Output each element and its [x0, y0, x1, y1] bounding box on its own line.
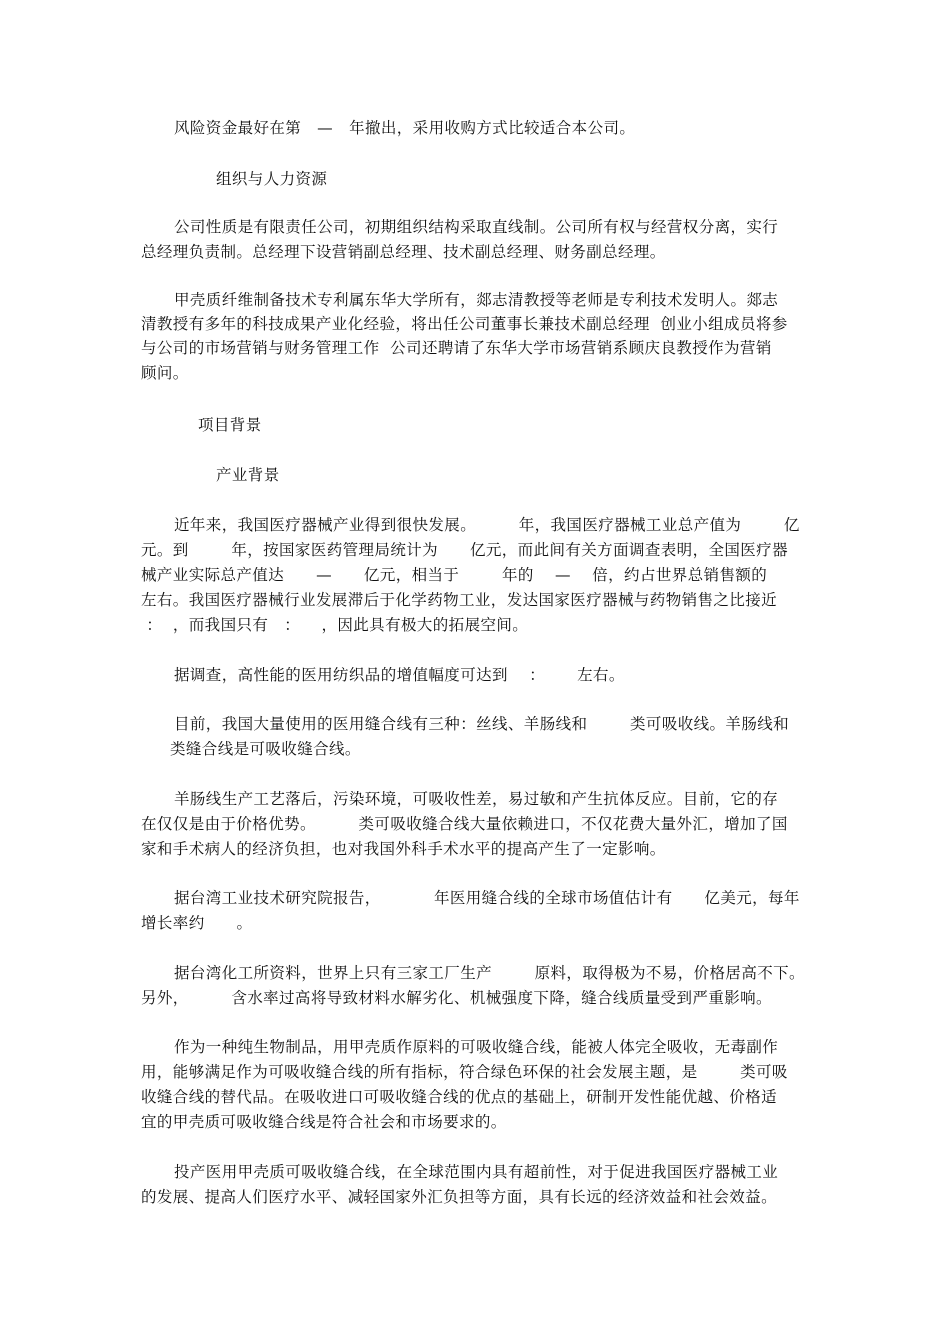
section-heading: 组织与人力资源 — [216, 170, 328, 188]
text-line: 的发展、提高人们医疗水平、减轻国家外汇负担等方面，具有长远的经济效益和社会效益。 — [141, 1188, 778, 1206]
text-line: 近年来，我国医疗器械产业得到很快发展。 年，我国医疗器械工业总产值为 亿 — [174, 516, 800, 534]
text-line: 另外， 含水率过高将导致材料水解劣化、机械强度下降，缝合线质量受到严重影响。 — [141, 989, 772, 1007]
section-heading: 产业背景 — [216, 466, 280, 484]
text-line: 作为一种纯生物制品，用甲壳质作原料的可吸收缝合线，能被人体完全吸收，无毒副作 — [174, 1038, 779, 1056]
text-line: 风险资金最好在第 — 年撤出，采用收购方式比较适合本公司。 — [174, 119, 636, 137]
text-line: 与公司的市场营销与财务管理工作 公司还聘请了东华大学市场营销系顾庆良教授作为营销 — [141, 339, 772, 357]
text-line: 目前，我国大量使用的医用缝合线有三种：丝线、羊肠线和 类可吸收线。羊肠线和 — [174, 715, 790, 733]
text-line: 甲壳质纤维制备技术专利属东华大学所有，郯志清教授等老师是专利技术发明人。郯志 — [174, 291, 779, 309]
text-line: 投产医用甲壳质可吸收缝合线，在全球范围内具有超前性，对于促进我国医疗器械工业 — [174, 1163, 779, 1181]
text-line: 公司性质是有限责任公司，初期组织结构采取直线制。公司所有权与经营权分离，实行 — [174, 218, 779, 236]
text-line: 据台湾工业技术研究院报告， 年医用缝合线的全球市场值估计有 亿美元，每年 — [174, 889, 800, 907]
text-line: 宜的甲壳质可吸收缝合线是符合社会和市场要求的。 — [141, 1113, 507, 1131]
text-line: 增长率约 。 — [141, 914, 253, 932]
text-line: 羊肠线生产工艺落后，污染环境，可吸收性差，易过敏和产生抗体反应。目前，它的存 — [174, 790, 779, 808]
text-line: 械产业实际总产值达 — 亿元，相当于 年的 — 倍，约占世界总销售额的 — [141, 566, 768, 584]
text-line: 据台湾化工所资料，世界上只有三家工厂生产 原料，取得极为不易，价格居高不下。 — [174, 964, 805, 982]
text-line: 左右。我国医疗器械行业发展滞后于化学药物工业，发达国家医疗器械与药物销售之比接近 — [141, 591, 778, 609]
text-line: 在仅仅是由于价格优势。 类可吸收缝合线大量依赖进口，不仅花费大量外汇，增加了国 — [141, 815, 788, 833]
text-line: ： ，而我国只有 ： ，因此具有极大的拓展空间。 — [141, 616, 529, 634]
text-line: 类缝合线是可吸收缝合线。 — [170, 740, 361, 758]
section-heading: 项目背景 — [198, 416, 262, 434]
text-line: 用，能够满足作为可吸收缝合线的所有指标，符合绿色环保的社会发展主题，是 类可吸 — [141, 1063, 788, 1081]
text-line: 据调查，高性能的医用纺织品的增值幅度可达到 ： 左右。 — [174, 666, 625, 684]
text-line: 收缝合线的替代品。在吸收进口可吸收缝合线的优点的基础上，研制开发性能优越、价格适 — [141, 1088, 778, 1106]
text-line: 元。到 年，按国家医药管理局统计为 亿元，而此间有关方面调查表明，全国医疗器 — [141, 541, 788, 559]
text-line: 顾问。 — [141, 364, 189, 382]
text-line: 总经理负责制。总经理下设营销副总经理、技术副总经理、财务副总经理。 — [141, 243, 666, 261]
text-line: 清教授有多年的科技成果产业化经验，将出任公司董事长兼技术副总经理 创业小组成员将参 — [141, 315, 788, 333]
text-line: 家和手术病人的经济负担，也对我国外科手术水平的提高产生了一定影响。 — [141, 840, 666, 858]
